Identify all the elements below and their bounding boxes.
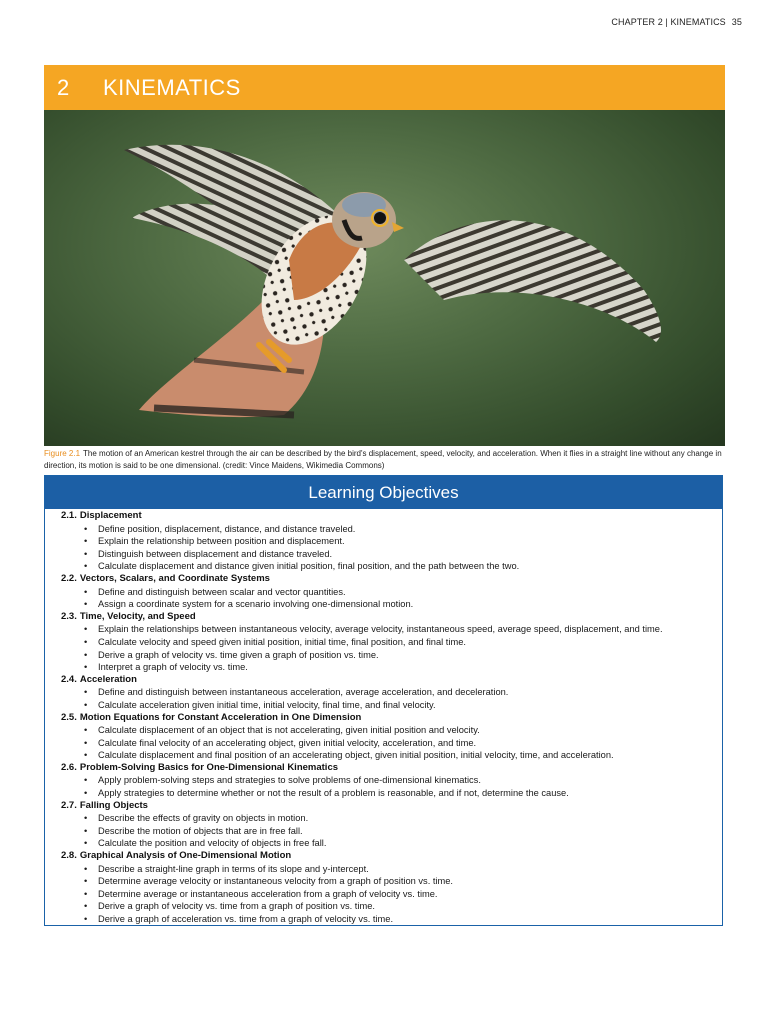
objective-bullets	[61, 623, 722, 673]
objective-text: Apply strategies to determine whether or not the result of a problem is reasonable, and if not, determine the cause.	[98, 788, 569, 799]
bullet-icon: •	[84, 737, 88, 748]
kestrel-photo	[44, 110, 725, 446]
bullet-icon: •	[84, 699, 88, 710]
objective-item	[84, 787, 722, 800]
objective-text: Calculate velocity and speed given initial position, initial time, final position, and final time.	[98, 636, 466, 647]
bullet-icon: •	[84, 750, 88, 761]
objective-text: Apply problem-solving steps and strategies to solve problems of one-dimensional kinematics.	[98, 775, 481, 786]
section-title: Acceleration	[79, 673, 137, 685]
objective-item	[84, 598, 722, 611]
section-number: 2.5.	[61, 711, 77, 723]
bullet-icon: •	[84, 599, 88, 610]
section-number: 2.3.	[61, 610, 77, 622]
objective-item	[84, 523, 722, 536]
objective-text: Define and distinguish between instantaneous acceleration, average acceleration, and deceleration.	[98, 687, 509, 698]
objective-text: Describe a straight-line graph in terms of its slope and y-intercept.	[98, 863, 369, 874]
objective-section-title	[61, 712, 722, 725]
objective-section-title	[61, 850, 722, 863]
objective-text: Calculate displacement and distance given initial position, final position, and the path between the two.	[98, 561, 520, 572]
objective-item	[84, 535, 722, 548]
objective-text: Calculate displacement and final position of an accelerating object, given initial position, initial velocity, time, and acceleration.	[98, 750, 614, 761]
objective-text: Derive a graph of velocity vs. time given a graph of position vs. time.	[98, 649, 379, 660]
section-number: 2.7.	[61, 799, 77, 811]
objective-text: Define and distinguish between scalar and vector quantities.	[98, 586, 346, 597]
objective-item	[84, 649, 722, 662]
objective-item	[84, 888, 722, 901]
learning-objectives-box	[44, 475, 723, 926]
running-header	[611, 17, 742, 27]
objective-item	[84, 875, 722, 888]
kestrel-illustration	[44, 110, 725, 446]
section-number: 2.6.	[61, 761, 77, 773]
objective-section-title	[61, 800, 722, 813]
section-title: Falling Objects	[79, 799, 148, 811]
objective-item	[84, 837, 722, 850]
objective-bullets	[61, 724, 722, 762]
objective-item	[84, 636, 722, 649]
objective-bullets	[61, 523, 722, 573]
section-number: 2.2.	[61, 572, 77, 584]
section-number: 2.1.	[61, 510, 77, 521]
bullet-icon: •	[84, 863, 88, 874]
bullet-icon: •	[84, 775, 88, 786]
objective-bullets	[61, 586, 722, 611]
page-number: 35	[731, 17, 742, 27]
bullet-icon: •	[84, 725, 88, 736]
bullet-icon: •	[84, 649, 88, 660]
objective-section-title	[61, 762, 722, 775]
bullet-icon: •	[84, 561, 88, 572]
objective-text: Determine average or instantaneous acceleration from a graph of velocity vs. time.	[98, 888, 438, 899]
objective-item	[84, 774, 722, 787]
objective-text: Calculate acceleration given initial time, initial velocity, final time, and final velocity.	[98, 699, 436, 710]
figure-caption-text: The motion of an American kestrel through the air can be described by the bird's displacement, speed, velocity, and acceleration. When it flies in a straight line without any change in direction, its motion is said to be one dimensional. (credit: Vince Maidens, Wikimedia Commons)	[44, 449, 722, 470]
objective-item	[84, 825, 722, 838]
running-header-text: CHAPTER 2 | KINEMATICS	[611, 17, 726, 27]
section-title: Time, Velocity, and Speed	[79, 610, 196, 622]
bullet-icon: •	[84, 624, 88, 635]
objective-item	[84, 560, 722, 573]
objective-bullets	[61, 774, 722, 799]
objective-text: Interpret a graph of velocity vs. time.	[98, 662, 248, 673]
objective-text: Assign a coordinate system for a scenario involving one-dimensional motion.	[98, 599, 414, 610]
objective-item	[84, 548, 722, 561]
figure-caption	[44, 448, 725, 472]
objective-section-title	[61, 611, 722, 624]
objective-text: Explain the relationships between instantaneous velocity, average velocity, instantaneous speed, average speed, displacement, and time.	[98, 624, 663, 635]
objective-text: Calculate final velocity of an accelerating object, given initial velocity, acceleration, and time.	[98, 737, 477, 748]
bullet-icon: •	[84, 586, 88, 597]
objective-text: Determine average velocity or instantaneous velocity from a graph of position vs. time.	[98, 876, 454, 887]
objective-item	[84, 900, 722, 913]
section-title: Displacement	[79, 510, 142, 521]
learning-objectives-heading: Learning Objectives	[45, 476, 722, 509]
section-title: Motion Equations for Constant Acceleration in One Dimension	[79, 711, 362, 723]
bullet-icon: •	[84, 876, 88, 887]
objective-item	[84, 686, 722, 699]
objective-text: Calculate displacement of an object that is not accelerating, given initial position and velocity.	[98, 725, 480, 736]
objective-item	[84, 724, 722, 737]
objective-text: Distinguish between displacement and distance traveled.	[98, 548, 333, 559]
objective-text: Calculate the position and velocity of objects in free fall.	[98, 838, 327, 849]
section-number: 2.4.	[61, 673, 77, 685]
bullet-icon: •	[84, 662, 88, 673]
objective-item	[84, 623, 722, 636]
bullet-icon: •	[84, 687, 88, 698]
objective-item	[84, 737, 722, 750]
objective-text: Describe the effects of gravity on objects in motion.	[98, 813, 309, 824]
bullet-icon: •	[84, 901, 88, 912]
bullet-icon: •	[84, 838, 88, 849]
objective-section-title	[61, 510, 722, 523]
section-title: Graphical Analysis of One-Dimensional Motion	[79, 850, 292, 862]
objective-text: Define position, displacement, distance, and distance traveled.	[98, 523, 356, 534]
objective-text: Describe the motion of objects that are in free fall.	[98, 825, 303, 836]
bullet-icon: •	[84, 636, 88, 647]
bullet-icon: •	[84, 813, 88, 824]
bullet-icon: •	[84, 523, 88, 534]
bullet-icon: •	[84, 888, 88, 899]
objective-item	[84, 661, 722, 674]
objective-section-title	[61, 674, 722, 687]
bullet-icon: •	[84, 548, 88, 559]
objective-item	[84, 699, 722, 712]
chapter-number: 2	[57, 74, 70, 100]
objective-bullets	[61, 863, 722, 926]
objective-item	[84, 586, 722, 599]
learning-objectives-list	[45, 509, 722, 926]
objective-bullets	[61, 686, 722, 711]
section-number: 2.8.	[61, 850, 77, 862]
objective-text: Explain the relationship between position and displacement.	[98, 536, 345, 547]
bullet-icon: •	[84, 914, 88, 924]
section-title: Problem-Solving Basics for One-Dimensional Kinematics	[79, 761, 339, 773]
chapter-banner	[44, 65, 725, 110]
objective-text: Derive a graph of acceleration vs. time from a graph of velocity vs. time.	[98, 914, 394, 924]
bullet-icon: •	[84, 536, 88, 547]
objective-item	[84, 863, 722, 876]
objective-item	[84, 749, 722, 762]
section-title: Vectors, Scalars, and Coordinate Systems	[79, 572, 270, 584]
chapter-title: KINEMATICS	[103, 74, 241, 100]
objective-item	[84, 812, 722, 825]
objective-text: Derive a graph of velocity vs. time from a graph of position vs. time.	[98, 901, 375, 912]
objective-item	[84, 913, 722, 926]
bullet-icon: •	[84, 825, 88, 836]
figure-label: Figure 2.1	[44, 449, 81, 458]
objective-bullets	[61, 812, 722, 850]
objective-section-title	[61, 573, 722, 586]
bullet-icon: •	[84, 788, 88, 799]
